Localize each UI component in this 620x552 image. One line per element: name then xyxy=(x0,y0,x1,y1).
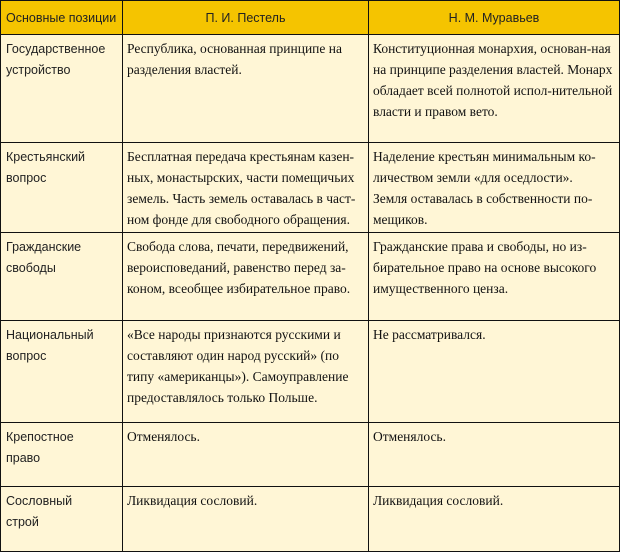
muravyov-cell xyxy=(369,321,620,423)
cell-line: на принципе разделения властей. Монарх xyxy=(373,62,613,77)
header-muravyov: Н. М. Муравьев xyxy=(369,1,620,35)
cell-line: Ликвидация сословий. xyxy=(127,493,258,508)
row-label-line: устройство xyxy=(6,63,71,77)
cell-line: Свобода слова, печати, передвижений, xyxy=(127,239,349,254)
cell-line: предоставлялось только Польше. xyxy=(127,390,318,405)
row-label-line: Сословный xyxy=(6,494,73,508)
cell-line: власти и правом вето. xyxy=(373,104,498,119)
cell-line: типу «американцы»). Самоуправление xyxy=(127,369,349,384)
muravyov-cell xyxy=(369,487,620,552)
cell-line: Ликвидация сословий. xyxy=(373,493,504,508)
row-label xyxy=(1,35,123,143)
row-label-line: Гражданские xyxy=(6,240,82,254)
row-label-line: вопрос xyxy=(6,349,47,363)
row-label xyxy=(1,233,123,321)
pestel-cell xyxy=(123,423,369,487)
row-label-line: Национальный xyxy=(6,328,94,342)
row-label xyxy=(1,143,123,233)
row-label-line: вопрос xyxy=(6,171,47,185)
cell-line: обладает всей полнотой испол-нительной xyxy=(373,83,613,98)
cell-line: «Все народы признаются русскими и xyxy=(127,327,341,342)
header-pestel: П. И. Пестель xyxy=(123,1,369,35)
table-row xyxy=(1,233,620,321)
muravyov-cell xyxy=(369,143,620,233)
pestel-cell xyxy=(123,35,369,143)
cell-line: составляют один народ русский» (по xyxy=(127,348,339,363)
muravyov-cell xyxy=(369,233,620,321)
cell-line: бирательное право на основе высокого xyxy=(373,260,597,275)
cell-line: Не рассматривался. xyxy=(373,327,486,342)
row-label xyxy=(1,423,123,487)
cell-line: вероисповеданий, равенство перед за- xyxy=(127,260,346,275)
cell-line: Конституционная монархия, основан-ная xyxy=(373,41,611,56)
table-row xyxy=(1,487,620,552)
row-label-line: Государственное xyxy=(6,42,106,56)
cell-line: Гражданские права и свободы, но из- xyxy=(373,239,587,254)
muravyov-cell xyxy=(369,423,620,487)
table-row xyxy=(1,35,620,143)
cell-line: личеством земли «для оседлости». xyxy=(373,170,573,185)
cell-line: земель. Часть земель оставалась в част- xyxy=(127,191,356,206)
pestel-cell xyxy=(123,143,369,233)
row-label-line: право xyxy=(6,451,41,465)
cell-line: Земля оставалась в собственности по- xyxy=(373,191,593,206)
cell-line: Отменялось. xyxy=(127,429,200,444)
cell-line: Отменялось. xyxy=(373,429,446,444)
row-label xyxy=(1,321,123,423)
cell-line: Наделение крестьян минимальным ко- xyxy=(373,149,596,164)
header-positions: Основные позиции xyxy=(1,1,123,35)
cell-line: ных, монастырских, части помещичьих xyxy=(127,170,355,185)
cell-line: коном, всеобщее избирательное право. xyxy=(127,281,351,296)
cell-line: Бесплатная передача крестьянам казен- xyxy=(127,149,355,164)
cell-line: мещиков. xyxy=(373,212,428,227)
pestel-cell xyxy=(123,487,369,552)
cell-line: ном фонде для свободного обращения. xyxy=(127,212,350,227)
pestel-cell xyxy=(123,321,369,423)
table-row xyxy=(1,321,620,423)
row-label xyxy=(1,487,123,552)
row-label-line: строй xyxy=(6,515,39,529)
pestel-cell xyxy=(123,233,369,321)
row-label-line: свободы xyxy=(6,261,56,275)
cell-line: разделения властей. xyxy=(127,62,242,77)
table-row xyxy=(1,423,620,487)
cell-line: Республика, основанная принципе на xyxy=(127,41,342,56)
row-label-line: Крестьянский xyxy=(6,150,86,164)
muravyov-cell xyxy=(369,35,620,143)
cell-line: имущественного ценза. xyxy=(373,281,509,296)
row-label-line: Крепостное xyxy=(6,430,74,444)
table-row xyxy=(1,143,620,233)
header-row xyxy=(1,1,620,35)
